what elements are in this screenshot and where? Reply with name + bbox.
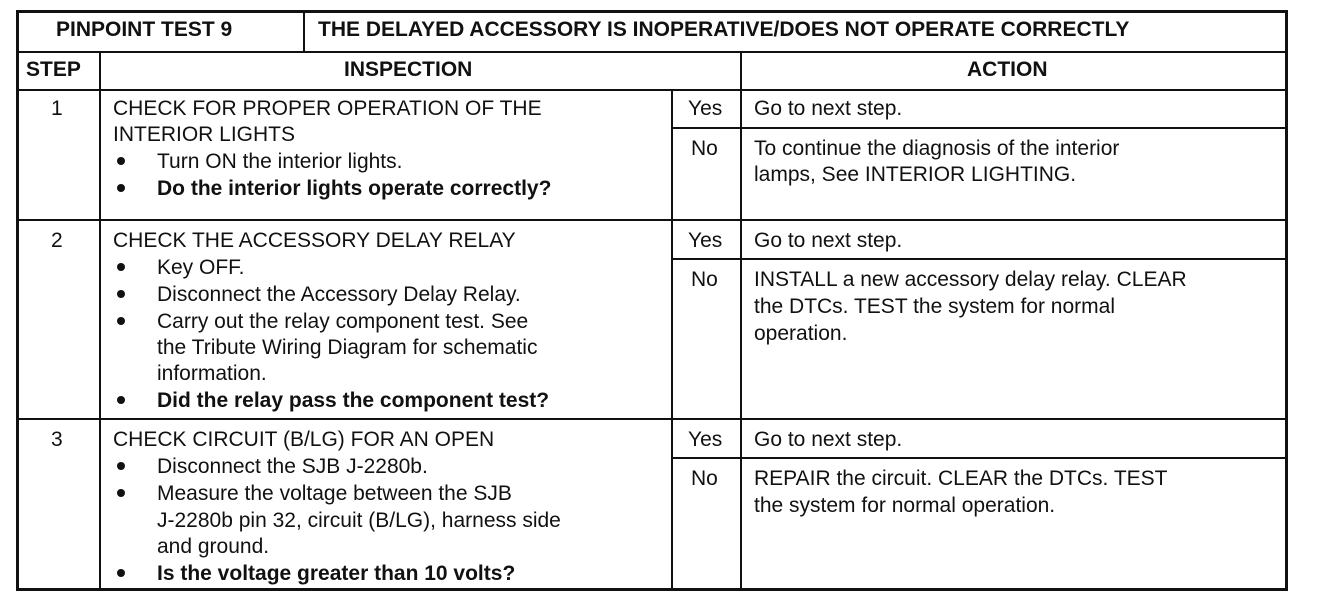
bullet-text: and ground.: [157, 535, 270, 558]
bullet-icon: [117, 263, 125, 271]
no-action: the system for normal operation.: [754, 494, 1056, 517]
bullet-text: Carry out the relay component test. See: [157, 310, 529, 333]
yesno-divider-1: [671, 127, 1288, 129]
yesno-divider-2: [671, 258, 1288, 260]
bullet-text-question: Do the interior lights operate correctly?: [157, 177, 552, 200]
bullet-text: Disconnect the Accessory Delay Relay.: [157, 283, 521, 306]
bullet-text-question: Did the relay pass the component test?: [157, 389, 550, 412]
no-label: No: [691, 467, 718, 490]
no-action: REPAIR the circuit. CLEAR the DTCs. TEST: [754, 467, 1168, 490]
bullet-icon: [117, 396, 125, 404]
bullet-text: Disconnect the SJB J-2280b.: [157, 455, 428, 478]
border-right: [1285, 10, 1288, 591]
pinpoint-test-title: THE DELAYED ACCESSORY IS INOPERATIVE/DOES NOT OPERATE CORRECTLY: [318, 18, 1130, 41]
bullet-icon: [117, 317, 125, 325]
bullet-icon: [117, 489, 125, 497]
step-heading: CHECK FOR PROPER OPERATION OF THE: [113, 97, 542, 120]
step-number: 2: [51, 229, 63, 252]
bullet-text: information.: [157, 362, 267, 385]
column-header-step: STEP: [26, 58, 81, 81]
step-number: 1: [51, 97, 63, 120]
bullet-text: J-2280b pin 32, circuit (B/LG), harness side: [157, 509, 561, 532]
column-header-action: ACTION: [967, 58, 1048, 81]
yes-label: Yes: [688, 97, 723, 120]
title-bottom: [16, 51, 1288, 53]
yes-label: Yes: [688, 229, 723, 252]
bullet-icon: [117, 157, 125, 165]
bullet-text: Key OFF.: [157, 256, 245, 279]
no-action: operation.: [754, 322, 848, 345]
border-left: [16, 10, 19, 591]
row-divider-2: [16, 418, 1288, 420]
bullet-icon: [117, 184, 125, 192]
no-action: INSTALL a new accessory delay relay. CLEAR: [754, 268, 1187, 291]
title-divider: [303, 10, 305, 52]
yes-label: Yes: [688, 428, 723, 451]
yesno-col-divider: [671, 89, 673, 591]
no-action: the DTCs. TEST the system for normal: [754, 295, 1115, 318]
row-divider-1: [16, 219, 1288, 221]
bullet-icon: [117, 290, 125, 298]
no-action: lamps, See INTERIOR LIGHTING.: [754, 163, 1077, 186]
bullet-icon: [117, 569, 125, 577]
step-heading: CHECK CIRCUIT (B/LG) FOR AN OPEN: [113, 428, 495, 451]
action-col-divider: [740, 51, 742, 591]
no-label: No: [691, 268, 718, 291]
step-col-divider: [99, 51, 101, 591]
step-heading: CHECK THE ACCESSORY DELAY RELAY: [113, 229, 516, 252]
bullet-text: the Tribute Wiring Diagram for schematic: [157, 336, 538, 359]
border-top: [16, 10, 1288, 13]
bullet-text: Turn ON the interior lights.: [157, 150, 403, 173]
bullet-text: Measure the voltage between the SJB: [157, 482, 512, 505]
no-action: To continue the diagnosis of the interior: [754, 137, 1120, 160]
pinpoint-test-id: PINPOINT TEST 9: [56, 18, 233, 41]
bullet-text-question: Is the voltage greater than 10 volts?: [157, 562, 516, 585]
column-header-inspection: INSPECTION: [344, 58, 473, 81]
yes-action: Go to next step.: [754, 428, 903, 451]
border-bottom: [16, 588, 1288, 591]
bullet-icon: [117, 462, 125, 470]
header-bottom: [16, 89, 1288, 91]
step-heading: INTERIOR LIGHTS: [113, 123, 296, 146]
yes-action: Go to next step.: [754, 229, 903, 252]
step-number: 3: [51, 428, 63, 451]
yesno-divider-3: [671, 457, 1288, 459]
yes-action: Go to next step.: [754, 97, 903, 120]
no-label: No: [691, 137, 718, 160]
